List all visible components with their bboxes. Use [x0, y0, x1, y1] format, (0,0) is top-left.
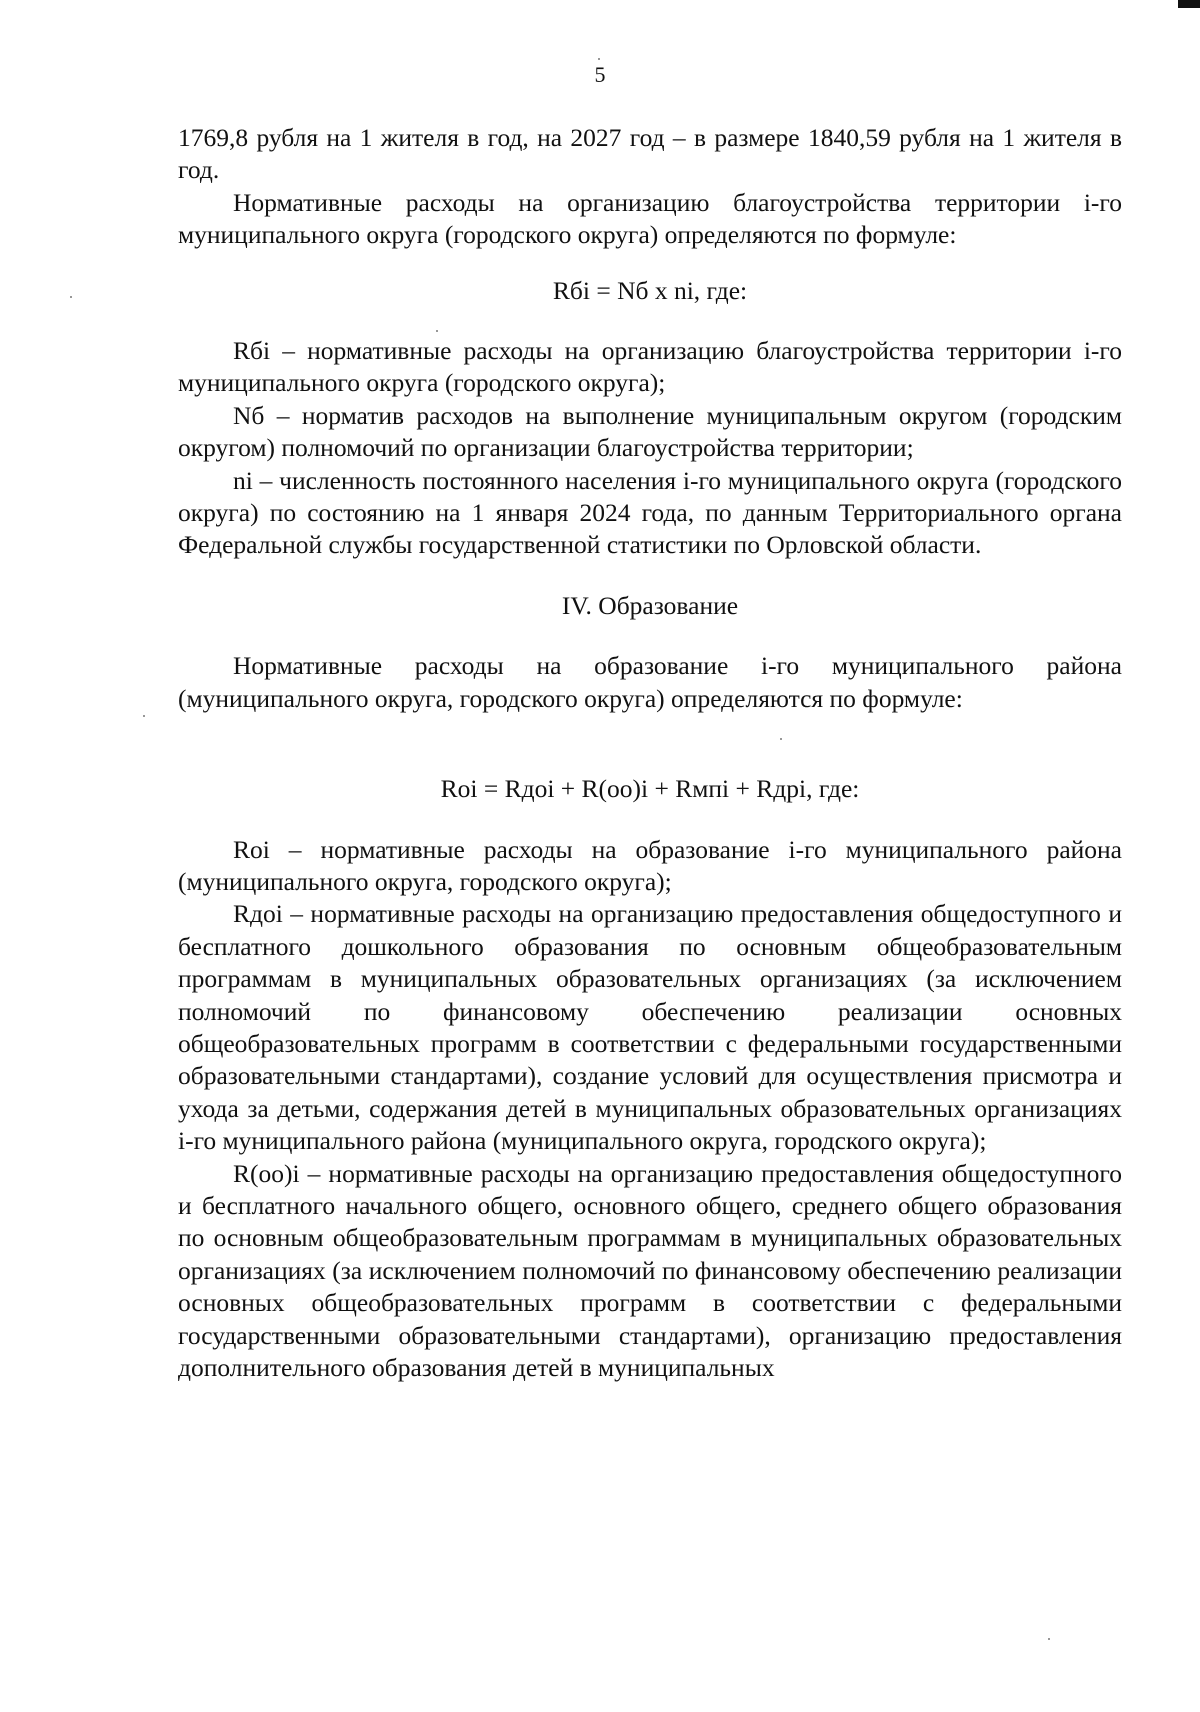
definition-ni: ni – численность постоянного населения i-го муниципального округа (городского округа) по состоянию на 1 января 2024 года, по данным Территориального органа Федеральной службы государственной статистики по Орловской области.	[178, 465, 1122, 560]
scan-speck	[70, 296, 72, 298]
definition-rdoi: Rдоi – нормативные расходы на организацию предоставления общедоступного и бесплатного дошкольного образования по основным общеобразовательным программам в муниципальных образовательных организациях (за исключением полномочий по финансовому обеспечению реализации основных общеобразовательных программ в соответствии с федеральными государственными образовательными стандартами), создание условий для осуществления присмотра и ухода за детьми, содержания детей в муниципальных образовательных организациях i-го муниципального района (муниципального округа, городского округа);	[178, 899, 1122, 1156]
scan-speck	[598, 58, 600, 60]
paragraph-improvement-formula-intro: Нормативные расходы на организацию благоустройства территории i-го муниципального округа (городского округа) определяются по формуле:	[178, 187, 1122, 250]
formula-education: Roi = Rдоi + R(оо)i + Rмпi + Rдрi, где:	[440, 774, 860, 804]
definition-rbi: Rбi – нормативные расходы на организацию благоустройства территории i-го муниципального округа (городского округа);	[178, 336, 1122, 398]
paragraph-education-formula-intro: Нормативные расходы на образование i-го муниципального района (муниципального округа, городского округа) определяются по формуле:	[178, 651, 1122, 713]
paragraph-continuation: 1769,8 рубля на 1 жителя в год, на 2027 год – в размере 1840,59 рубля на 1 жителя в год.	[178, 123, 1122, 185]
scan-speck	[143, 715, 145, 717]
definition-roi: Roi – нормативные расходы на образование i-го муниципального района (муниципального округа, городского округа);	[178, 834, 1122, 896]
scan-speck	[1048, 1638, 1050, 1640]
formula-improvement: Rбi = Nб x ni, где:	[552, 275, 748, 305]
definition-nb: Nб – норматив расходов на выполнение муниципальным округом (городским округом) полномочий по организации благоустройства территории;	[178, 400, 1122, 463]
section-heading: IV. Образование	[561, 590, 739, 620]
document-body	[178, 122, 1122, 1384]
page-number: 5	[594, 62, 606, 87]
scan-edge-mark	[1178, 0, 1200, 8]
definition-rooi: R(оо)i – нормативные расходы на организацию предоставления общедоступного и бесплатного начального общего, основного общего, среднего общего образования по основным общеобразовательным программам в муниципальных образовательных организациях (за исключением полномочий по финансовому обеспечению реализации основных общеобразовательных программ в соответствии с федеральными государственными образовательными стандартами), организацию предоставления дополнительного образования детей в муниципальных	[178, 1158, 1122, 1382]
